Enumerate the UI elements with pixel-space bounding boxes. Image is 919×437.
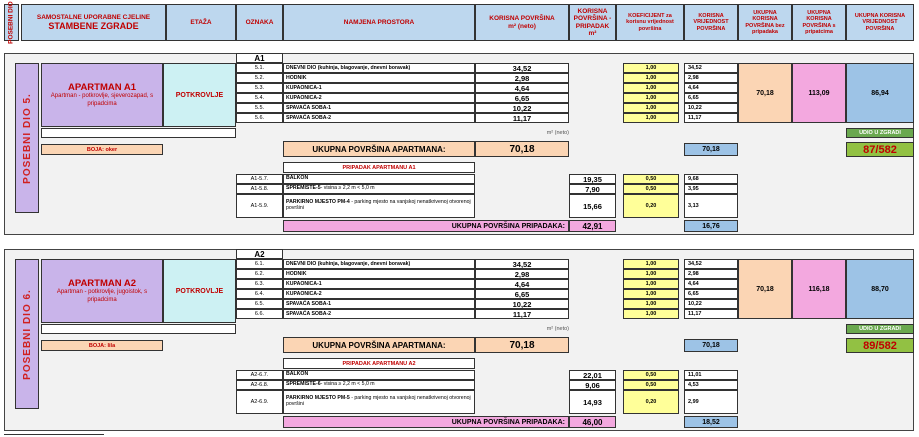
pripadak-name-bold: SPREMIŠTE-6 — [286, 381, 321, 388]
row-no: 5.1. — [236, 63, 283, 73]
header-koeficijent: KOEFICIJENT za korisnu vrijednost površina — [616, 4, 684, 41]
pripadak-name-bold: PARKIRNO MJESTO PM-4 — [286, 199, 350, 206]
pripadak-value: 2,99 — [684, 390, 738, 414]
header-posebni-dio-text: POSEBNI DIO — [7, 1, 15, 44]
pripadak-name-bold: BALKON — [286, 175, 309, 182]
apartment-a2-subtitle: Apartman - potkrovlje, jugoistok, s pripadcima — [56, 289, 148, 303]
header-ukupna-s: UKUPNA KORISNA POVRŠINA s pripatcima — [792, 4, 846, 41]
row-no: 6.3. — [236, 279, 283, 289]
row-coef: 1,00 — [623, 103, 679, 113]
boja-a2: BOJA: lila — [41, 340, 163, 351]
pripadak-area: 9,06 — [569, 380, 616, 390]
pripadak-name-bold: SPREMIŠTE-5 — [286, 185, 321, 192]
header-korisna-unit: m² (neto) — [508, 22, 536, 30]
row-no: 5.6. — [236, 113, 283, 123]
ukupna-pripadaka-value-a1: 16,76 — [684, 220, 738, 232]
pripadak-coef: 0,50 — [623, 370, 679, 380]
row-coef: 1,00 — [623, 289, 679, 299]
apartment-a1-subtitle: Apartman - potkrovlje, sjeverozapad, s pripadcima — [50, 93, 154, 107]
row-name: DNEVNI DIO (kuhinja, blagovanje, dnevni boravak) — [283, 259, 475, 269]
apartment-a1-title: APARTMAN A1 — [67, 82, 137, 94]
ukupna-pripadaka-label-a1: UKUPNA POVRŠINA PRIPADAKA: — [283, 220, 569, 232]
row-name: HODNIK — [283, 73, 475, 83]
row-area: 4,64 — [475, 279, 569, 289]
ukupna-apartmana-a1: 70,18 — [475, 141, 569, 157]
row-no: 6.4. — [236, 289, 283, 299]
header-korisna-pripadak-label: KORISNA POVRŠINA - PRIPADAK — [573, 7, 612, 30]
header-korisna — [475, 4, 569, 41]
row-area: 10,22 — [475, 103, 569, 113]
row-name: HODNIK — [283, 269, 475, 279]
ukupna-apartmana-value-a1: 70,18 — [684, 143, 738, 156]
pripadak-coef: 0,20 — [623, 194, 679, 218]
row-name: KUPAONICA-1 — [283, 279, 475, 289]
header-korisna-vrijednost: KORISNA VRIJEDNOST POVRŠINA — [684, 4, 738, 41]
row-area: 2,98 — [475, 269, 569, 279]
etaza-a2: POTKROVLJE — [163, 259, 236, 323]
total-value: 86,94 — [846, 63, 914, 123]
pripadak-name-bold: PARKIRNO MJESTO PM-5 — [286, 395, 350, 402]
row-value: 4,64 — [684, 279, 738, 289]
pripadak-value: 11,01 — [684, 370, 738, 380]
total-with-pripadak: 113,09 — [792, 63, 846, 123]
row-value: 34,52 — [684, 259, 738, 269]
row-area: 34,52 — [475, 63, 569, 73]
row-area: 6,65 — [475, 93, 569, 103]
pripadak-coef: 0,20 — [623, 390, 679, 414]
row-area: 34,52 — [475, 259, 569, 269]
row-coef: 1,00 — [623, 259, 679, 269]
ukupna-apartmana-a2: 70,18 — [475, 337, 569, 353]
pripadak-value: 9,68 — [684, 174, 738, 184]
row-no: 5.4. — [236, 93, 283, 103]
pripadak-coef: 0,50 — [623, 184, 679, 194]
row-value: 10,22 — [684, 103, 738, 113]
footer-line — [4, 434, 104, 435]
row-value: 6,65 — [684, 93, 738, 103]
header-namjena: NAMJENA PROSTORA — [283, 4, 475, 41]
row-name: KUPAONICA-2 — [283, 289, 475, 299]
row-value: 11,17 — [684, 309, 738, 319]
row-no: 6.6. — [236, 309, 283, 319]
row-coef: 1,00 — [623, 299, 679, 309]
pripadak-area: 14,93 — [569, 390, 616, 414]
pripadak-value: 3,95 — [684, 184, 738, 194]
pripadak-name — [283, 174, 475, 184]
pripadak-title-a1: PRIPADAK APARTMANU A1 — [283, 162, 475, 173]
pripadak-area: 19,35 — [569, 174, 616, 184]
row-name: SPAVAĆA SOBA-2 — [283, 113, 475, 123]
row-coef: 1,00 — [623, 93, 679, 103]
row-value: 6,65 — [684, 289, 738, 299]
row-area: 6,65 — [475, 289, 569, 299]
pripadak-no: A2-6.9. — [236, 390, 283, 414]
row-no: 6.1. — [236, 259, 283, 269]
header-posebni-dio — [4, 1, 19, 44]
total-without-pripadak: 70,18 — [738, 63, 792, 123]
row-area: 2,98 — [475, 73, 569, 83]
row-value: 10,22 — [684, 299, 738, 309]
udio-a2: 89/582 — [846, 338, 914, 353]
row-name: SPAVAĆA SOBA-1 — [283, 103, 475, 113]
ukupna-apartmana-value-a2: 70,18 — [684, 339, 738, 352]
pripadak-no: A2-6.8. — [236, 380, 283, 390]
header-samostalne-line2: STAMBENE ZGRADE — [48, 21, 139, 32]
row-name: DNEVNI DIO (kuhinja, blagovanje, dnevni boravak) — [283, 63, 475, 73]
side-label-6-text: POSEBNI DIO 6. — [21, 288, 33, 380]
ukupna-pripadaka-value-a2: 18,52 — [684, 416, 738, 428]
header-samostalne — [21, 4, 166, 41]
pripadak-area: 15,66 — [569, 194, 616, 218]
pripadak-coef: 0,50 — [623, 380, 679, 390]
ukupna-apartmana-label-a2: UKUPNA POVRŠINA APARTMANA: — [283, 337, 475, 353]
pripadak-area: 22,01 — [569, 370, 616, 380]
row-coef: 1,00 — [623, 83, 679, 93]
total-without-pripadak: 70,18 — [738, 259, 792, 319]
pripadak-area: 7,90 — [569, 184, 616, 194]
pripadak-value: 4,53 — [684, 380, 738, 390]
header-etaza: ETAŽA — [166, 4, 236, 41]
header-ukupna-bez: UKUPNA KORISNA POVRŠINA bez pripadaka — [738, 4, 792, 41]
side-label-6 — [15, 259, 39, 409]
header-samostalne-line1: SAMOSTALNE UPORABNE CJELINE — [36, 13, 151, 21]
row-coef: 1,00 — [623, 269, 679, 279]
pripadak-desc: - parking mjesto na vanjskoj nenatkrivenoj otvorenoj površini — [286, 199, 471, 211]
apartment-a2-title: APARTMAN A2 — [67, 278, 137, 290]
row-coef: 1,00 — [623, 113, 679, 123]
pripadak-name — [283, 194, 475, 218]
row-area: 11,17 — [475, 113, 569, 123]
pripadak-name-wrap — [286, 200, 474, 212]
empty-note-a1 — [41, 128, 236, 138]
udio-label-a1: UDIO U ZGRADI — [846, 128, 914, 138]
unit-label-a2: m² (neto) — [546, 326, 569, 332]
header-korisna-label: KORISNA POVRŠINA — [489, 15, 555, 23]
total-with-pripadak: 116,18 — [792, 259, 846, 319]
row-no: 5.5. — [236, 103, 283, 113]
pripadak-name — [283, 184, 475, 194]
pripadak-desc: - visina ≥ 2,2 m < 5,0 m — [320, 185, 375, 192]
side-label-5-text: POSEBNI DIO 5. — [21, 92, 33, 184]
row-coef: 1,00 — [623, 73, 679, 83]
pripadak-no: A1-5.7. — [236, 174, 283, 184]
row-value: 34,52 — [684, 63, 738, 73]
row-no: 5.2. — [236, 73, 283, 83]
row-name: KUPAONICA-2 — [283, 93, 475, 103]
pripadak-name-wrap — [286, 396, 474, 408]
pripadak-no: A1-5.8. — [236, 184, 283, 194]
udio-a1: 87/582 — [846, 142, 914, 157]
pripadak-no: A1-5.9. — [236, 194, 283, 218]
unit-label-a1: m² (neto) — [546, 130, 569, 136]
boja-a1: BOJA: oker — [41, 144, 163, 155]
row-coef: 1,00 — [623, 309, 679, 319]
row-area: 11,17 — [475, 309, 569, 319]
pripadak-name — [283, 380, 475, 390]
ukupna-apartmana-label-a1: UKUPNA POVRŠINA APARTMANA: — [283, 141, 475, 157]
pripadak-name — [283, 390, 475, 414]
pripadak-name — [283, 370, 475, 380]
pripadak-no: A2-6.7. — [236, 370, 283, 380]
row-value: 2,98 — [684, 269, 738, 279]
row-coef: 1,00 — [623, 63, 679, 73]
total-value: 88,70 — [846, 259, 914, 319]
side-label-5 — [15, 63, 39, 213]
row-coef: 1,00 — [623, 279, 679, 289]
code-a2: A2 — [236, 249, 283, 259]
row-area: 4,64 — [475, 83, 569, 93]
apartment-a1-box — [41, 63, 163, 127]
pripadak-name-bold: BALKON — [286, 371, 309, 378]
row-no: 6.2. — [236, 269, 283, 279]
header-korisna-pripadak-unit: m² — [588, 29, 597, 37]
code-a1: A1 — [236, 53, 283, 63]
row-value: 2,98 — [684, 73, 738, 83]
row-name: SPAVAĆA SOBA-1 — [283, 299, 475, 309]
etaza-a1: POTKROVLJE — [163, 63, 236, 127]
header-korisna-pripadak — [569, 4, 616, 41]
ukupna-pripadaka-label-a2: UKUPNA POVRŠINA PRIPADAKA: — [283, 416, 569, 428]
ukupna-pripadaka-a2: 46,00 — [569, 416, 616, 428]
row-value: 4,64 — [684, 83, 738, 93]
row-name: KUPAONICA-1 — [283, 83, 475, 93]
pripadak-value: 3,13 — [684, 194, 738, 218]
row-name: SPAVAĆA SOBA-2 — [283, 309, 475, 319]
header-ukupna-vrijednost: UKUPNA KORISNA VRIJEDNOST POVRŠINA — [846, 4, 914, 41]
row-no: 6.5. — [236, 299, 283, 309]
row-value: 11,17 — [684, 113, 738, 123]
pripadak-desc: - visina ≥ 2,2 m < 5,0 m — [320, 381, 375, 388]
udio-label-a2: UDIO U ZGRADI — [846, 324, 914, 334]
pripadak-title-a2: PRIPADAK APARTMANU A2 — [283, 358, 475, 369]
ukupna-pripadaka-a1: 42,91 — [569, 220, 616, 232]
header-oznaka: OZNAKA — [236, 4, 283, 41]
apartment-a2-box — [41, 259, 163, 323]
row-no: 5.3. — [236, 83, 283, 93]
row-area: 10,22 — [475, 299, 569, 309]
pripadak-desc: - parking mjesto na vanjskoj nenatkrivenoj otvorenoj površini — [286, 395, 471, 407]
empty-note-a2 — [41, 324, 236, 334]
pripadak-coef: 0,50 — [623, 174, 679, 184]
